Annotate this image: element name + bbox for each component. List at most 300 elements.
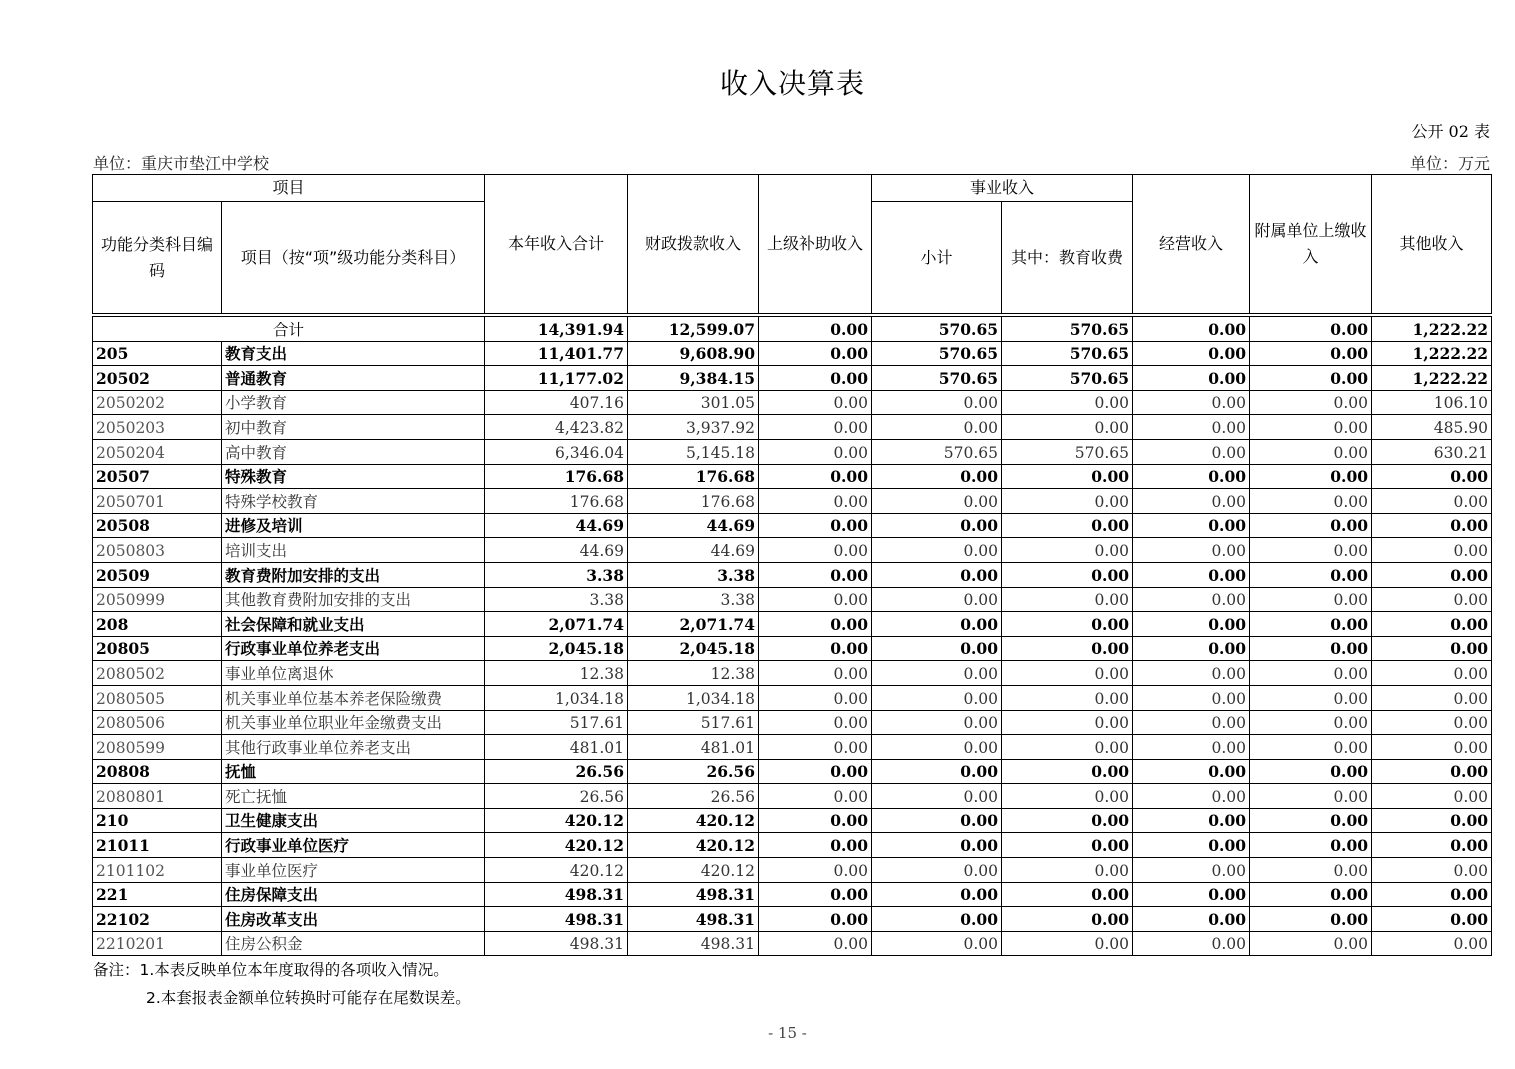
row-value: 2,071.74 bbox=[628, 612, 759, 637]
row-code: 2080599 bbox=[93, 735, 222, 760]
row-value: 0.00 bbox=[1002, 587, 1133, 612]
table-row bbox=[93, 464, 1492, 489]
row-code: 2050701 bbox=[93, 489, 222, 514]
row-value: 498.31 bbox=[628, 931, 759, 956]
row-value: 0.00 bbox=[1133, 415, 1250, 440]
table-row bbox=[93, 636, 1492, 661]
row-name: 住房改革支出 bbox=[222, 907, 485, 932]
row-value: 0.00 bbox=[759, 735, 872, 760]
row-value: 0.00 bbox=[1250, 661, 1372, 686]
row-value: 0.00 bbox=[1002, 858, 1133, 883]
row-value: 0.00 bbox=[1002, 612, 1133, 637]
row-value: 570.65 bbox=[872, 366, 1002, 391]
note-1: 备注：1.本表反映单位本年度取得的各项收入情况。 bbox=[93, 961, 449, 979]
row-value: 0.00 bbox=[759, 562, 872, 587]
row-value: 498.31 bbox=[628, 882, 759, 907]
row-code: 2080502 bbox=[93, 661, 222, 686]
row-value: 0.00 bbox=[1250, 390, 1372, 415]
table-row bbox=[93, 341, 1492, 366]
row-value: 0.00 bbox=[759, 538, 872, 563]
header-project: 项目 bbox=[93, 175, 485, 202]
row-code: 2080801 bbox=[93, 784, 222, 809]
row-value: 4,423.82 bbox=[485, 415, 628, 440]
income-statement-table bbox=[92, 174, 1492, 956]
row-value: 407.16 bbox=[485, 390, 628, 415]
header-affiliated-income: 附属单位上缴收入 bbox=[1250, 175, 1372, 314]
row-value: 0.00 bbox=[1250, 759, 1372, 784]
row-name: 住房公积金 bbox=[222, 931, 485, 956]
row-value: 517.61 bbox=[485, 710, 628, 735]
row-name: 进修及培训 bbox=[222, 513, 485, 538]
row-value: 0.00 bbox=[1250, 464, 1372, 489]
row-name: 事业单位离退休 bbox=[222, 661, 485, 686]
row-name: 事业单位医疗 bbox=[222, 858, 485, 883]
table-row bbox=[93, 735, 1492, 760]
row-value: 0.00 bbox=[872, 685, 1002, 710]
row-value: 0.00 bbox=[1250, 907, 1372, 932]
row-name: 普通教育 bbox=[222, 366, 485, 391]
table-row bbox=[93, 685, 1492, 710]
row-value: 0.00 bbox=[1002, 636, 1133, 661]
row-value: 0.00 bbox=[1002, 685, 1133, 710]
row-value: 0.00 bbox=[1133, 759, 1250, 784]
row-value: 0.00 bbox=[872, 612, 1002, 637]
row-value: 0.00 bbox=[1250, 366, 1372, 391]
row-value: 0.00 bbox=[1372, 784, 1492, 809]
table-row bbox=[93, 907, 1492, 932]
row-code: 2101102 bbox=[93, 858, 222, 883]
row-value: 0.00 bbox=[759, 685, 872, 710]
row-value: 570.65 bbox=[1002, 366, 1133, 391]
row-name: 小学教育 bbox=[222, 390, 485, 415]
row-value: 0.00 bbox=[1250, 931, 1372, 956]
row-code: 2080506 bbox=[93, 710, 222, 735]
row-value: 0.00 bbox=[1250, 562, 1372, 587]
row-value: 26.56 bbox=[628, 784, 759, 809]
total-label: 合计 bbox=[93, 317, 485, 342]
row-value: 0.00 bbox=[872, 882, 1002, 907]
row-value: 11,177.02 bbox=[485, 366, 628, 391]
total-value: 570.65 bbox=[1002, 317, 1133, 342]
row-value: 3,937.92 bbox=[628, 415, 759, 440]
row-value: 0.00 bbox=[872, 562, 1002, 587]
row-code: 20507 bbox=[93, 464, 222, 489]
row-value: 0.00 bbox=[759, 341, 872, 366]
row-value: 44.69 bbox=[485, 538, 628, 563]
row-value: 0.00 bbox=[1133, 439, 1250, 464]
row-value: 0.00 bbox=[1133, 882, 1250, 907]
row-value: 0.00 bbox=[872, 858, 1002, 883]
row-value: 3.38 bbox=[628, 562, 759, 587]
table-row bbox=[93, 415, 1492, 440]
row-name: 机关事业单位职业年金缴费支出 bbox=[222, 710, 485, 735]
row-value: 0.00 bbox=[1002, 562, 1133, 587]
row-value: 0.00 bbox=[1250, 513, 1372, 538]
row-value: 0.00 bbox=[759, 513, 872, 538]
row-value: 570.65 bbox=[1002, 341, 1133, 366]
header-other-income: 其他收入 bbox=[1372, 175, 1492, 314]
total-row bbox=[93, 317, 1492, 342]
row-value: 0.00 bbox=[1372, 538, 1492, 563]
row-code: 205 bbox=[93, 341, 222, 366]
row-value: 0.00 bbox=[759, 808, 872, 833]
table-row bbox=[93, 784, 1492, 809]
total-value: 14,391.94 bbox=[485, 317, 628, 342]
row-code: 20808 bbox=[93, 759, 222, 784]
header-education-fee: 其中：教育收费 bbox=[1002, 202, 1133, 314]
row-value: 0.00 bbox=[872, 415, 1002, 440]
row-value: 0.00 bbox=[1372, 587, 1492, 612]
row-value: 0.00 bbox=[872, 489, 1002, 514]
row-value: 0.00 bbox=[1250, 858, 1372, 883]
table-row bbox=[93, 858, 1492, 883]
row-value: 0.00 bbox=[1002, 907, 1133, 932]
row-value: 0.00 bbox=[1250, 489, 1372, 514]
row-value: 0.00 bbox=[759, 612, 872, 637]
row-name: 社会保障和就业支出 bbox=[222, 612, 485, 637]
row-value: 481.01 bbox=[485, 735, 628, 760]
row-value: 0.00 bbox=[1250, 808, 1372, 833]
row-value: 3.38 bbox=[628, 587, 759, 612]
row-value: 0.00 bbox=[1133, 931, 1250, 956]
row-value: 0.00 bbox=[1002, 833, 1133, 858]
header-career-income: 事业收入 bbox=[872, 175, 1133, 202]
table-row bbox=[93, 759, 1492, 784]
header-operating-income: 经营收入 bbox=[1133, 175, 1250, 314]
row-value: 498.31 bbox=[485, 931, 628, 956]
row-value: 0.00 bbox=[1250, 439, 1372, 464]
table-row bbox=[93, 538, 1492, 563]
row-value: 0.00 bbox=[1250, 587, 1372, 612]
header-code: 功能分类科目编码 bbox=[93, 202, 222, 314]
row-value: 0.00 bbox=[1250, 341, 1372, 366]
row-value: 301.05 bbox=[628, 390, 759, 415]
row-name: 行政事业单位医疗 bbox=[222, 833, 485, 858]
row-value: 0.00 bbox=[1002, 513, 1133, 538]
row-value: 2,045.18 bbox=[628, 636, 759, 661]
row-value: 0.00 bbox=[872, 808, 1002, 833]
row-value: 0.00 bbox=[1250, 710, 1372, 735]
row-value: 0.00 bbox=[1250, 636, 1372, 661]
row-code: 20805 bbox=[93, 636, 222, 661]
row-code: 2080505 bbox=[93, 685, 222, 710]
row-value: 0.00 bbox=[1250, 882, 1372, 907]
row-value: 485.90 bbox=[1372, 415, 1492, 440]
page-number: - 15 - bbox=[768, 1024, 807, 1042]
total-value: 0.00 bbox=[1250, 317, 1372, 342]
row-value: 0.00 bbox=[759, 489, 872, 514]
table-row bbox=[93, 882, 1492, 907]
row-value: 0.00 bbox=[759, 366, 872, 391]
row-value: 1,034.18 bbox=[628, 685, 759, 710]
row-value: 0.00 bbox=[1133, 636, 1250, 661]
table-row bbox=[93, 366, 1492, 391]
row-value: 420.12 bbox=[485, 808, 628, 833]
row-code: 2050999 bbox=[93, 587, 222, 612]
row-value: 420.12 bbox=[485, 833, 628, 858]
row-value: 0.00 bbox=[1250, 538, 1372, 563]
row-name: 其他教育费附加安排的支出 bbox=[222, 587, 485, 612]
row-value: 0.00 bbox=[872, 587, 1002, 612]
row-code: 22102 bbox=[93, 907, 222, 932]
row-value: 0.00 bbox=[1002, 489, 1133, 514]
row-value: 570.65 bbox=[872, 439, 1002, 464]
row-value: 0.00 bbox=[1002, 415, 1133, 440]
row-value: 0.00 bbox=[1372, 931, 1492, 956]
row-value: 0.00 bbox=[1002, 710, 1133, 735]
row-value: 0.00 bbox=[759, 464, 872, 489]
row-code: 2050203 bbox=[93, 415, 222, 440]
row-value: 0.00 bbox=[1002, 538, 1133, 563]
row-value: 0.00 bbox=[1133, 735, 1250, 760]
row-value: 1,222.22 bbox=[1372, 366, 1492, 391]
row-value: 0.00 bbox=[1133, 489, 1250, 514]
row-value: 1,034.18 bbox=[485, 685, 628, 710]
row-value: 570.65 bbox=[872, 341, 1002, 366]
row-value: 498.31 bbox=[485, 907, 628, 932]
row-code: 2210201 bbox=[93, 931, 222, 956]
row-value: 0.00 bbox=[759, 784, 872, 809]
row-value: 2,071.74 bbox=[485, 612, 628, 637]
row-value: 0.00 bbox=[759, 907, 872, 932]
row-value: 0.00 bbox=[872, 538, 1002, 563]
row-value: 26.56 bbox=[628, 759, 759, 784]
row-value: 0.00 bbox=[1002, 464, 1133, 489]
row-value: 0.00 bbox=[1372, 685, 1492, 710]
row-value: 26.56 bbox=[485, 759, 628, 784]
table-row bbox=[93, 562, 1492, 587]
row-value: 498.31 bbox=[485, 882, 628, 907]
header-item: 项目（按“项”级功能分类科目） bbox=[222, 202, 485, 314]
row-value: 0.00 bbox=[1133, 784, 1250, 809]
row-code: 208 bbox=[93, 612, 222, 637]
row-value: 0.00 bbox=[1250, 784, 1372, 809]
row-value: 44.69 bbox=[628, 513, 759, 538]
row-name: 初中教育 bbox=[222, 415, 485, 440]
row-value: 0.00 bbox=[1250, 685, 1372, 710]
row-value: 0.00 bbox=[1002, 390, 1133, 415]
row-value: 0.00 bbox=[759, 931, 872, 956]
row-code: 2050204 bbox=[93, 439, 222, 464]
row-value: 0.00 bbox=[1002, 759, 1133, 784]
total-value: 570.65 bbox=[872, 317, 1002, 342]
table-row bbox=[93, 390, 1492, 415]
row-value: 0.00 bbox=[759, 439, 872, 464]
row-value: 0.00 bbox=[1133, 661, 1250, 686]
row-value: 26.56 bbox=[485, 784, 628, 809]
row-value: 0.00 bbox=[872, 661, 1002, 686]
row-value: 11,401.77 bbox=[485, 341, 628, 366]
row-value: 0.00 bbox=[759, 587, 872, 612]
row-value: 0.00 bbox=[1372, 562, 1492, 587]
total-value: 0.00 bbox=[1133, 317, 1250, 342]
total-value: 0.00 bbox=[759, 317, 872, 342]
row-value: 0.00 bbox=[1002, 808, 1133, 833]
row-value: 0.00 bbox=[1133, 538, 1250, 563]
row-value: 0.00 bbox=[1133, 685, 1250, 710]
row-code: 20502 bbox=[93, 366, 222, 391]
row-value: 176.68 bbox=[628, 464, 759, 489]
row-code: 221 bbox=[93, 882, 222, 907]
row-value: 0.00 bbox=[1372, 710, 1492, 735]
row-name: 教育费附加安排的支出 bbox=[222, 562, 485, 587]
row-value: 0.00 bbox=[1133, 833, 1250, 858]
row-value: 176.68 bbox=[628, 489, 759, 514]
row-code: 20509 bbox=[93, 562, 222, 587]
row-value: 630.21 bbox=[1372, 439, 1492, 464]
row-value: 0.00 bbox=[872, 390, 1002, 415]
row-value: 420.12 bbox=[628, 808, 759, 833]
header-fiscal-income: 财政拨款收入 bbox=[628, 175, 759, 314]
row-value: 0.00 bbox=[1133, 390, 1250, 415]
row-value: 44.69 bbox=[628, 538, 759, 563]
row-value: 0.00 bbox=[1133, 513, 1250, 538]
total-value: 1,222.22 bbox=[1372, 317, 1492, 342]
row-value: 0.00 bbox=[1372, 513, 1492, 538]
row-value: 0.00 bbox=[1250, 612, 1372, 637]
row-value: 517.61 bbox=[628, 710, 759, 735]
table-row bbox=[93, 710, 1492, 735]
row-value: 0.00 bbox=[1133, 366, 1250, 391]
total-value: 12,599.07 bbox=[628, 317, 759, 342]
row-value: 2,045.18 bbox=[485, 636, 628, 661]
row-code: 20508 bbox=[93, 513, 222, 538]
row-value: 0.00 bbox=[1372, 759, 1492, 784]
row-value: 0.00 bbox=[759, 710, 872, 735]
row-name: 抚恤 bbox=[222, 759, 485, 784]
row-value: 0.00 bbox=[872, 710, 1002, 735]
row-value: 0.00 bbox=[872, 735, 1002, 760]
table-row bbox=[93, 808, 1492, 833]
row-code: 2050803 bbox=[93, 538, 222, 563]
row-value: 176.68 bbox=[485, 489, 628, 514]
row-value: 0.00 bbox=[872, 784, 1002, 809]
row-value: 0.00 bbox=[1250, 735, 1372, 760]
row-value: 0.00 bbox=[1133, 858, 1250, 883]
row-value: 0.00 bbox=[1133, 612, 1250, 637]
table-row bbox=[93, 661, 1492, 686]
row-value: 0.00 bbox=[759, 661, 872, 686]
row-name: 住房保障支出 bbox=[222, 882, 485, 907]
row-value: 0.00 bbox=[872, 636, 1002, 661]
row-value: 0.00 bbox=[1372, 808, 1492, 833]
row-name: 高中教育 bbox=[222, 439, 485, 464]
row-value: 0.00 bbox=[1002, 882, 1133, 907]
row-name: 死亡抚恤 bbox=[222, 784, 485, 809]
row-value: 44.69 bbox=[485, 513, 628, 538]
row-value: 0.00 bbox=[1002, 784, 1133, 809]
row-value: 0.00 bbox=[1372, 833, 1492, 858]
row-value: 1,222.22 bbox=[1372, 341, 1492, 366]
row-value: 0.00 bbox=[759, 415, 872, 440]
table-row bbox=[93, 931, 1492, 956]
row-name: 特殊学校教育 bbox=[222, 489, 485, 514]
row-value: 5,145.18 bbox=[628, 439, 759, 464]
row-code: 210 bbox=[93, 808, 222, 833]
row-value: 176.68 bbox=[485, 464, 628, 489]
row-value: 481.01 bbox=[628, 735, 759, 760]
row-name: 特殊教育 bbox=[222, 464, 485, 489]
row-value: 420.12 bbox=[628, 833, 759, 858]
row-name: 行政事业单位养老支出 bbox=[222, 636, 485, 661]
row-value: 0.00 bbox=[1133, 341, 1250, 366]
row-value: 9,608.90 bbox=[628, 341, 759, 366]
row-value: 0.00 bbox=[759, 858, 872, 883]
row-value: 6,346.04 bbox=[485, 439, 628, 464]
table-row bbox=[93, 439, 1492, 464]
row-value: 0.00 bbox=[1250, 415, 1372, 440]
table-row bbox=[93, 489, 1492, 514]
row-value: 0.00 bbox=[872, 759, 1002, 784]
row-value: 0.00 bbox=[759, 882, 872, 907]
currency-unit: 单位：万元 bbox=[1409, 154, 1490, 173]
row-value: 0.00 bbox=[1372, 661, 1492, 686]
row-value: 3.38 bbox=[485, 587, 628, 612]
header-subtotal: 小计 bbox=[872, 202, 1002, 314]
note-2: 2.本套报表金额单位转换时可能存在尾数误差。 bbox=[146, 989, 471, 1007]
notes bbox=[93, 956, 471, 1012]
row-value: 12.38 bbox=[485, 661, 628, 686]
page-title: 收入决算表 bbox=[719, 67, 865, 100]
row-value: 0.00 bbox=[872, 464, 1002, 489]
row-value: 9,384.15 bbox=[628, 366, 759, 391]
row-value: 0.00 bbox=[1133, 464, 1250, 489]
row-value: 0.00 bbox=[872, 833, 1002, 858]
table-row bbox=[93, 612, 1492, 637]
row-value: 0.00 bbox=[759, 636, 872, 661]
row-value: 420.12 bbox=[628, 858, 759, 883]
row-value: 0.00 bbox=[1002, 735, 1133, 760]
row-value: 0.00 bbox=[1133, 587, 1250, 612]
row-value: 0.00 bbox=[1250, 833, 1372, 858]
row-value: 420.12 bbox=[485, 858, 628, 883]
row-value: 106.10 bbox=[1372, 390, 1492, 415]
header-superior-subsidy: 上级补助收入 bbox=[759, 175, 872, 314]
row-name: 其他行政事业单位养老支出 bbox=[222, 735, 485, 760]
row-value: 0.00 bbox=[759, 833, 872, 858]
row-code: 2050202 bbox=[93, 390, 222, 415]
row-value: 0.00 bbox=[1133, 808, 1250, 833]
row-value: 12.38 bbox=[628, 661, 759, 686]
row-value: 0.00 bbox=[872, 931, 1002, 956]
row-value: 0.00 bbox=[1372, 858, 1492, 883]
row-value: 0.00 bbox=[1372, 464, 1492, 489]
table-row bbox=[93, 833, 1492, 858]
form-number: 公开 02 表 bbox=[1411, 122, 1490, 141]
row-name: 机关事业单位基本养老保险缴费 bbox=[222, 685, 485, 710]
row-name: 培训支出 bbox=[222, 538, 485, 563]
row-value: 498.31 bbox=[628, 907, 759, 932]
row-name: 教育支出 bbox=[222, 341, 485, 366]
row-value: 0.00 bbox=[1372, 489, 1492, 514]
row-value: 0.00 bbox=[1133, 710, 1250, 735]
row-value: 0.00 bbox=[759, 759, 872, 784]
reporting-unit: 单位：重庆市垫江中学校 bbox=[93, 154, 270, 173]
row-value: 0.00 bbox=[872, 513, 1002, 538]
row-name: 卫生健康支出 bbox=[222, 808, 485, 833]
row-value: 570.65 bbox=[1002, 439, 1133, 464]
row-value: 0.00 bbox=[872, 907, 1002, 932]
row-value: 0.00 bbox=[1372, 612, 1492, 637]
row-value: 0.00 bbox=[1372, 882, 1492, 907]
row-value: 0.00 bbox=[759, 390, 872, 415]
row-value: 0.00 bbox=[1133, 562, 1250, 587]
row-value: 0.00 bbox=[1372, 735, 1492, 760]
row-value: 0.00 bbox=[1372, 636, 1492, 661]
row-value: 3.38 bbox=[485, 562, 628, 587]
row-value: 0.00 bbox=[1002, 931, 1133, 956]
table-row bbox=[93, 587, 1492, 612]
